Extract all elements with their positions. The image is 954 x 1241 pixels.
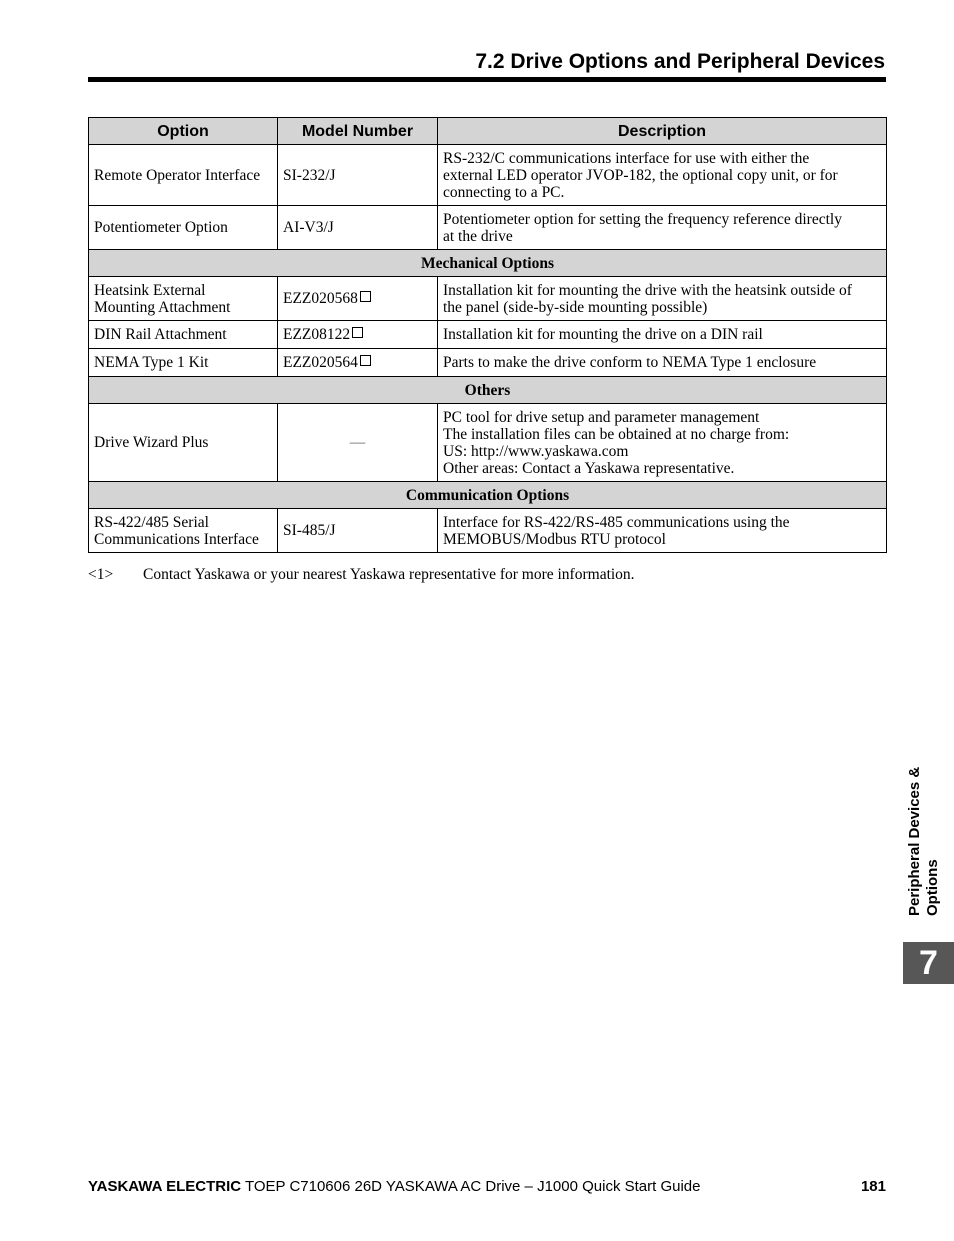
table-row: [89, 277, 887, 321]
description-cell: [438, 277, 887, 321]
option-cell: [89, 509, 278, 553]
description-line: the panel (side-by-side mounting possible): [443, 298, 708, 316]
hollow-square-icon: [352, 327, 363, 338]
model-number: EZZ020568: [283, 290, 358, 307]
model-cell: [278, 277, 438, 321]
model-cell: AI-V3/J: [278, 206, 438, 250]
model-cell: —: [278, 404, 438, 482]
table-row: [89, 349, 887, 377]
category-mechanical-options: Mechanical Options: [89, 250, 887, 277]
hollow-square-icon: [360, 355, 371, 366]
column-header-option: Option: [89, 118, 278, 145]
option-line: Mounting Attachment: [94, 298, 231, 316]
description-line: at the drive: [443, 227, 513, 245]
page-footer: [88, 1178, 886, 1195]
option-cell: DIN Rail Attachment: [89, 321, 278, 349]
hollow-square-icon: [360, 291, 371, 302]
model-cell: [278, 321, 438, 349]
table-header-row: [89, 118, 887, 145]
footnote-text: Contact Yaskawa or your nearest Yaskawa representative for more information.: [143, 566, 635, 583]
chapter-tab: 7: [903, 942, 954, 984]
side-tab-label: Peripheral Devices & Options: [906, 766, 941, 916]
title-rule: [88, 77, 886, 82]
option-line: Communications Interface: [94, 530, 259, 548]
description-line: RS-232/C communications interface for use with either the: [443, 149, 810, 167]
description-cell: Installation kit for mounting the drive on a DIN rail: [438, 321, 887, 349]
option-cell: NEMA Type 1 Kit: [89, 349, 278, 377]
page-number: 181: [860, 1178, 886, 1195]
description-line: MEMOBUS/Modbus RTU protocol: [443, 530, 666, 548]
table-row: [89, 404, 887, 482]
footer-brand: YASKAWA ELECTRIC: [88, 1178, 242, 1195]
footnote: [88, 566, 635, 584]
category-row: [89, 482, 887, 509]
option-cell: [89, 277, 278, 321]
description-line: Installation kit for mounting the drive with the heatsink outside of: [443, 281, 852, 299]
description-line: Other areas: Contact a Yaskawa representative.: [443, 459, 735, 477]
model-number: EZZ020564: [283, 354, 358, 371]
option-line: Heatsink External: [94, 281, 206, 299]
option-line: RS-422/485 Serial: [94, 513, 209, 531]
description-cell: [438, 404, 887, 482]
table-row: [89, 145, 887, 206]
table-row: [89, 509, 887, 553]
option-cell: Potentiometer Option: [89, 206, 278, 250]
description-line: Interface for RS-422/RS-485 communications using the: [443, 513, 790, 531]
description-line: PC tool for drive setup and parameter management: [443, 408, 760, 426]
column-header-model: Model Number: [278, 118, 438, 145]
footer-doc: TOEP C710606 26D YASKAWA AC Drive – J1000 Quick Start Guide: [241, 1178, 701, 1195]
description-line: The installation files can be obtained at no charge from:: [443, 425, 790, 443]
category-row: [89, 250, 887, 277]
table-row: [89, 321, 887, 349]
description-cell: Parts to make the drive conform to NEMA Type 1 enclosure: [438, 349, 887, 377]
model-number: EZZ08122: [283, 326, 351, 343]
footnote-marker: <1>: [88, 566, 114, 583]
description-cell: [438, 145, 887, 206]
category-others: Others: [89, 377, 887, 404]
category-row: [89, 377, 887, 404]
section-title: 7.2 Drive Options and Peripheral Devices: [475, 50, 885, 73]
description-line: Potentiometer option for setting the frequency reference directly: [443, 210, 842, 228]
table-row: [89, 206, 887, 250]
model-cell: SI-232/J: [278, 145, 438, 206]
description-cell: [438, 509, 887, 553]
description-line: connecting to a PC.: [443, 183, 565, 201]
option-cell: Remote Operator Interface: [89, 145, 278, 206]
model-cell: [278, 349, 438, 377]
category-communication-options: Communication Options: [89, 482, 887, 509]
description-line: external LED operator JVOP-182, the optional copy unit, or for: [443, 166, 838, 184]
description-line: US: http://www.yaskawa.com: [443, 442, 629, 460]
options-table: [88, 117, 887, 553]
option-cell: Drive Wizard Plus: [89, 404, 278, 482]
model-cell: SI-485/J: [278, 509, 438, 553]
description-cell: [438, 206, 887, 250]
column-header-description: Description: [438, 118, 887, 145]
